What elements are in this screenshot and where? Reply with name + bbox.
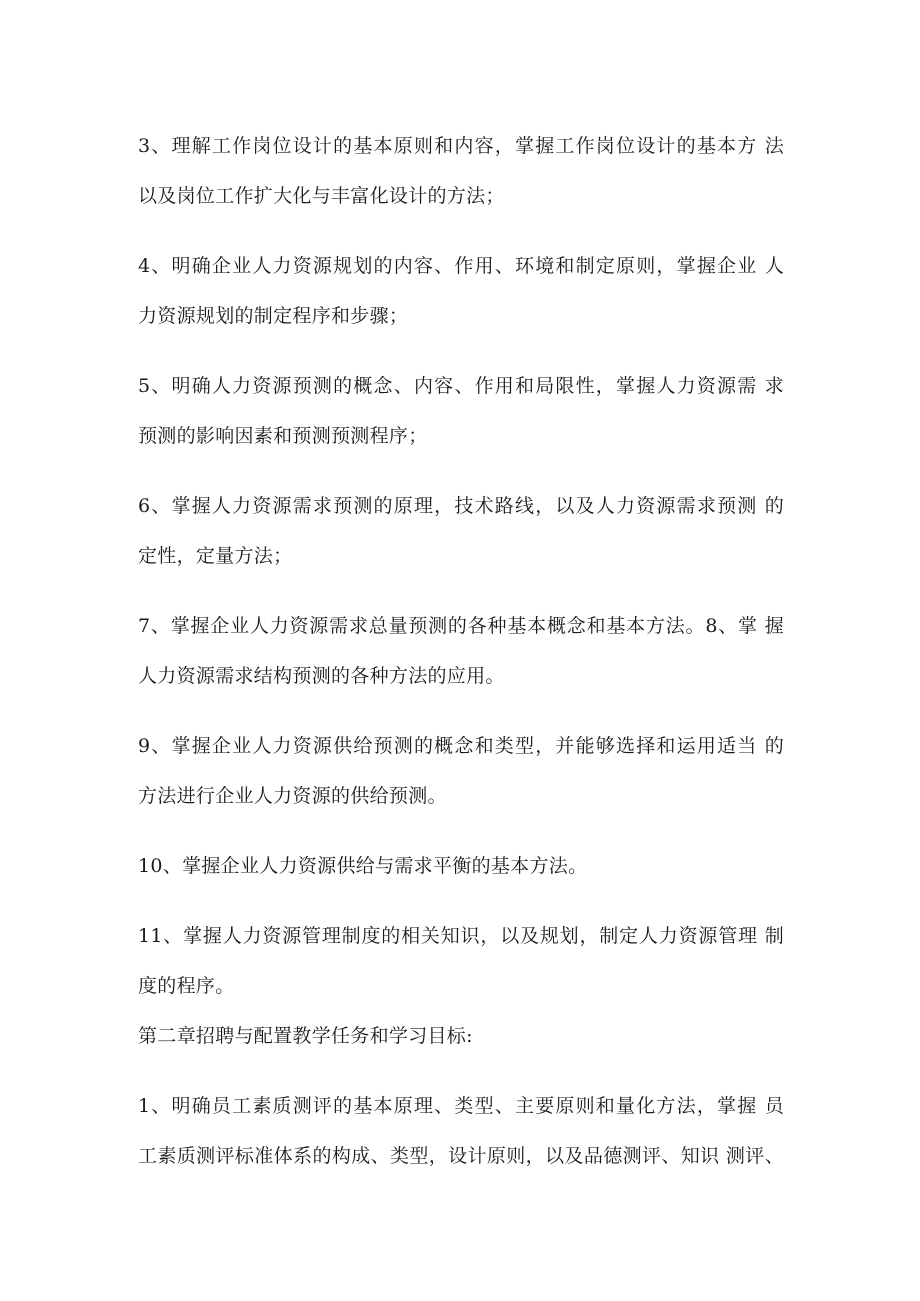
item-4-line-1: 4、明确企业人力资源规划的内容、作用、环境和制定原则，掌握企业 人 <box>138 255 784 277</box>
item-9-line-2: 方法进行企业人力资源的供给预测。 <box>138 785 447 807</box>
chapter-item-1-line-1: 1、明确员工素质测评的基本原理、类型、主要原则和量化方法，掌握 员 <box>138 1095 784 1117</box>
item-10-line-1: 10、掌握企业人力资源供给与需求平衡的基本方法。 <box>138 855 588 877</box>
chapter-item-1-line-2: 工素质测评标准体系的构成、类型，设计原则，以及品德测评、知识 测评、 <box>138 1145 784 1167</box>
item-6-line-1: 6、掌握人力资源需求预测的原理，技术路线，以及人力资源需求预测 的 <box>138 495 784 517</box>
item-7-line-2: 人力资源需求结构预测的各种方法的应用。 <box>138 665 505 687</box>
chapter-heading: 第二章招聘与配置教学任务和学习目标: <box>138 1025 473 1047</box>
item-4-line-2: 力资源规划的制定程序和步骤； <box>138 305 409 327</box>
item-5-line-1: 5、明确人力资源预测的概念、内容、作用和局限性，掌握人力资源需 求 <box>138 375 784 397</box>
item-3-line-2: 以及岗位工作扩大化与丰富化设计的方法； <box>138 185 505 207</box>
item-7-line-1: 7、掌握企业人力资源需求总量预测的各种基本概念和基本方法。8、掌 握 <box>138 615 784 637</box>
item-11-line-1: 11、掌握人力资源管理制度的相关知识，以及规划，制定人力资源管理 制 <box>138 925 784 947</box>
item-9-line-1: 9、掌握企业人力资源供给预测的概念和类型，并能够选择和运用适当 的 <box>138 735 784 757</box>
item-6-line-2: 定性，定量方法； <box>138 545 293 567</box>
item-11-line-2: 度的程序。 <box>138 975 235 997</box>
item-5-line-2: 预测的影响因素和预测预测程序； <box>138 425 428 447</box>
item-3-line-1: 3、理解工作岗位设计的基本原则和内容，掌握工作岗位设计的基本方 法 <box>138 135 784 157</box>
